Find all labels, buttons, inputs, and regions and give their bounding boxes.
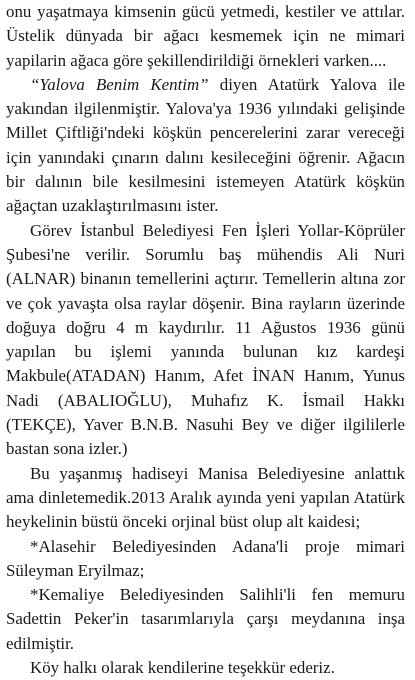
paragraph-2-text: diyen Atatürk Yalova ile yakından ilgilenmiştir. Yalova'ya 1936 yılındaki gelişinde Millet Çiftliği'ndeki köşkün pencerelerini zarar vereceği için yanındaki çınarın dalını kesileceğini öğrenir. Ağacın bir dalının bile kesilmesini istemeyen Atatürk köşkün ağaçtan uzaklaştırılmasını ister. [6,74,406,216]
paragraph-6-text: *Kemaliye Belediyesinden Salihli'li fen memuru Sadettin Peker'in tasarımlarıyla çarşı meydanına inşa edilmiştir. [6,585,405,653]
paragraph-4 [6,462,405,535]
paragraph-4-text: Bu yaşanmış hadiseyi Manisa Belediyesine anlattık ama dinletemedik.2013 Aralık ayında yeni yapılan Atatürk heykelinin büstü önceki orjinal büst olup alt kaidesi; [6,463,405,532]
paragraph-1 [6,0,405,73]
paragraph-3 [6,219,405,462]
paragraph-5-text: *Alasehir Belediyesinden Adana'li proje mimari Süleyman Eryilmaz; [6,536,405,580]
paragraph-2-quote: “Yalova Benim Kentim” [30,74,209,94]
paragraph-1-text: onu yaşatmaya kimsenin gücü yetmedi, kestiler ve attılar. Üstelik dünyada bir ağacı kesmemek için ne mimari yapilarin ağaca göre şekillendirildiği örnekleri varken.... [6,2,405,70]
paragraph-7-text: Köy halkı olarak kendilerine teşekkür ederiz. [30,658,335,678]
paragraph-2 [6,73,405,219]
paragraph-5 [6,535,405,584]
paragraph-6 [6,583,405,656]
paragraph-3-text: Görev İstanbul Belediyesi Fen İşleri Yollar-Köprüler Şubesi'ne verilir. Sorumlu baş mühendis Ali Nuri (ALNAR) binanın temellerini açtırır. Temellerin altına zor ve çok yavaşta olsa raylar döşenir. Bina rayların üzerinde doğuya doğru 4 m kaydırılır. 11 Ağustos 1936 günü yapılan bu işlemi yanında bulunan kız kardeşi Makbule(ATADAN) Hanım, Afet İNAN Hanım, Yunus Nadi (ABALIOĞLU), Muhafız K. İsmail Hakkı (TEKÇE), Yaver B.N.B. Nasuhi Bey ve diğer ilgililerle bastan sona izler.) [6,220,405,459]
paragraph-7 [6,656,405,680]
